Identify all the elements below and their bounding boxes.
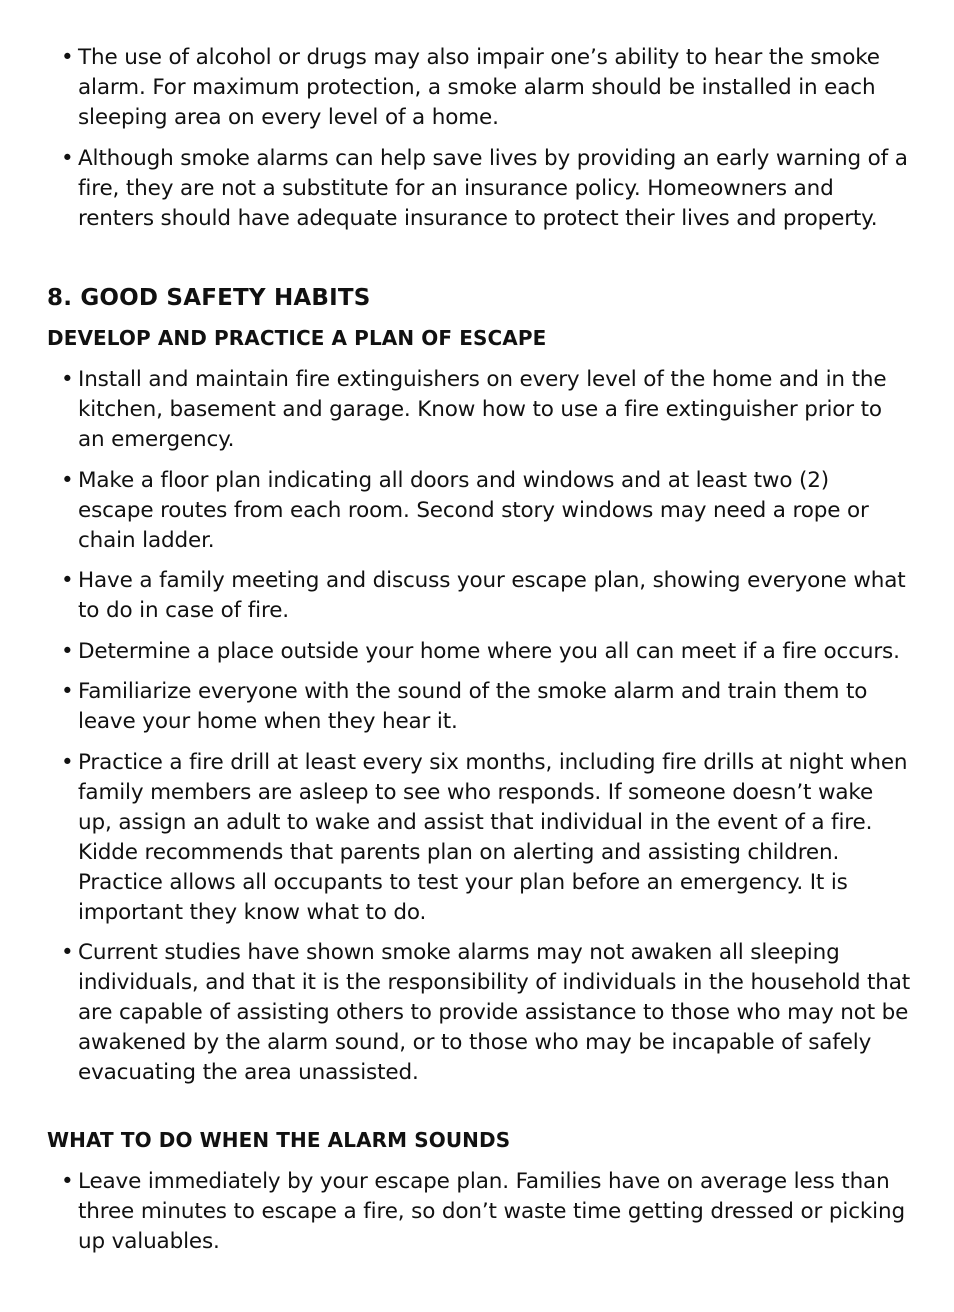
bullet-glyph: • <box>61 940 74 965</box>
bullet-text: Determine a place outside your home where you all can meet if a fire occurs. <box>78 638 900 664</box>
bullet-text: Make a floor plan indicating all doors and windows and at least two (2) escape routes from each room. Second story windows may need a rope or chain ladder. <box>78 467 869 553</box>
bullet-glyph: • <box>61 45 74 70</box>
top-bullet-list <box>0 43 911 244</box>
bullet-text: Current studies have shown smoke alarms may not awaken all sleeping individuals, and that it is the responsibility of individuals in the household that are capable of assisting others to provide assistance to those who may not be awakened by the alarm sound, or to those who may be incapable of safely evacuating the area unassisted. <box>78 940 911 1085</box>
bullet-glyph: • <box>61 679 74 704</box>
bullet-item <box>61 43 911 133</box>
bullet-item <box>61 677 911 737</box>
bullet-item <box>61 748 911 928</box>
bullet-glyph: • <box>61 1169 74 1194</box>
bullet-glyph: • <box>61 367 74 392</box>
bullet-text: Practice a fire drill at least every six months, including fire drills at night when family members are asleep to see who responds. If someone doesn’t wake up, assign an adult to wake and assist that individual in the event of a fire. Kidde recommends that parents plan on alerting and assisting children. Practice allows all occupants to test your plan before an emergency. It is important they know what to do. <box>78 749 908 925</box>
bullet-item <box>61 144 911 234</box>
bullet-item <box>61 365 911 455</box>
bullet-item <box>61 637 911 667</box>
bullet-glyph: • <box>61 638 74 664</box>
bullet-item <box>61 566 911 626</box>
bullet-item <box>61 938 911 1088</box>
escape-plan-heading: DEVELOP AND PRACTICE A PLAN OF ESCAPE <box>47 326 547 350</box>
bullet-glyph: • <box>61 467 74 493</box>
escape-bullet-list <box>0 365 911 1099</box>
bullet-text: Install and maintain fire extinguishers on every level of the home and in the kitchen, basement and garage. Know how to use a fire extinguisher prior to an emergency. <box>78 367 887 452</box>
bullet-glyph: • <box>61 749 74 775</box>
bullet-text: Although smoke alarms can help save lives by providing an early warning of a fire, they are not a substitute for an insurance policy. Homeowners and renters should have adequate insurance to protect their lives and property. <box>78 145 908 231</box>
bullet-glyph: • <box>61 145 74 171</box>
alarm-sounds-heading: WHAT TO DO WHEN THE ALARM SOUNDS <box>47 1128 511 1152</box>
bullet-text: Leave immediately by your escape plan. Families have on average less than three minutes to escape a fire, so don’t waste time getting dressed or picking up valuables. <box>78 1169 905 1254</box>
bullet-text: Have a family meeting and discuss your escape plan, showing everyone what to do in case of fire. <box>78 568 906 623</box>
bullet-text: Familiarize everyone with the sound of the smoke alarm and train them to leave your home when they hear it. <box>78 679 868 734</box>
section-title: 8. GOOD SAFETY HABITS <box>47 285 371 311</box>
bullet-glyph: • <box>61 568 74 593</box>
bullet-item <box>61 1167 911 1257</box>
bullet-item <box>61 466 911 556</box>
bullet-text: The use of alcohol or drugs may also impair one’s ability to hear the smoke alarm. For maximum protection, a smoke alarm should be installed in each sleeping area on every level of a home. <box>78 45 880 130</box>
alarm-bullet-list <box>0 1167 911 1268</box>
